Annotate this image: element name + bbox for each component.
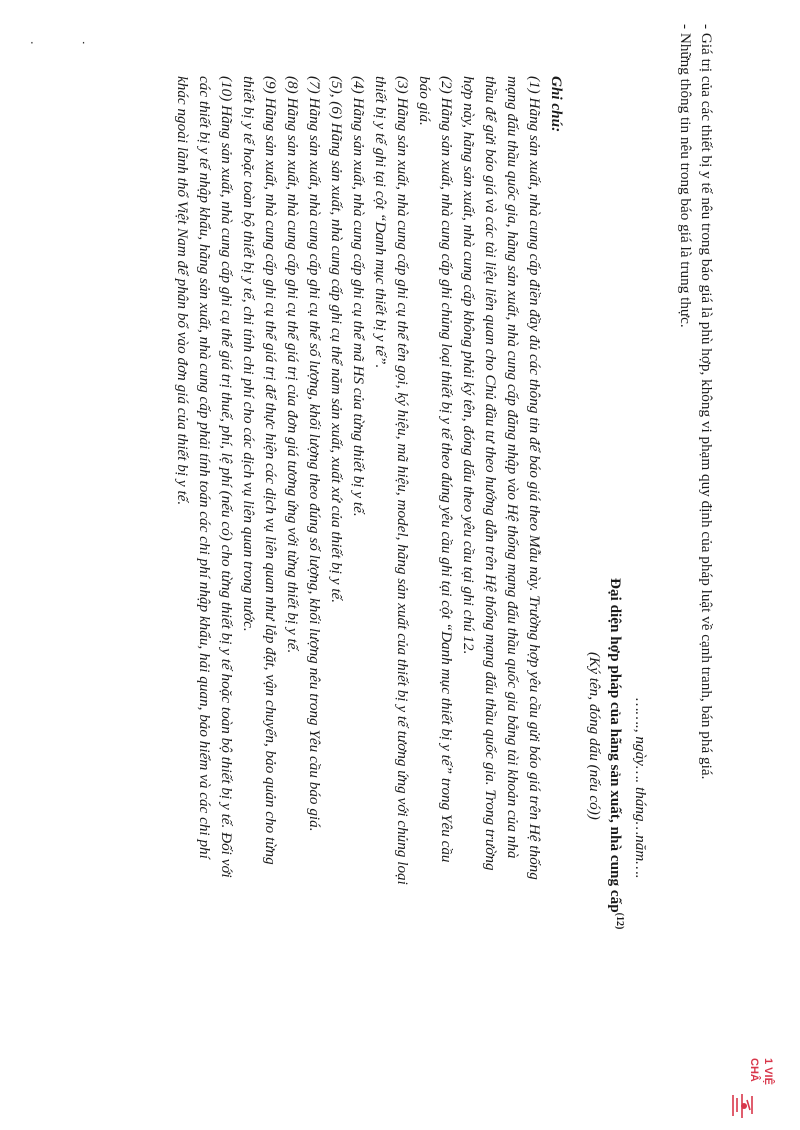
stamp-text-2: CHÂ — [748, 1058, 760, 1082]
note-line: hợp này, hãng sản xuất, nhà cung cấp không phải ký tên, đóng dấu theo yêu cầu tại ghi chú 12. — [460, 76, 477, 655]
signature-subtitle: (Ký tên, đóng dấu (nếu có)) — [586, 652, 603, 820]
note-line: (7) Hãng sản xuất, nhà cung cấp ghi cụ thể số lượng, khối lượng theo đúng số lượng, khối lượng nêu trong Yêu cầu báo giá. — [306, 76, 323, 832]
scan-dots: · · — [30, 36, 108, 50]
red-stamp-fragment — [712, 1056, 792, 1126]
note-line: thiết bị y tế ghi tại cột “Danh mục thiết bị y tế”. — [372, 76, 389, 369]
notes-heading: Ghi chú: — [548, 76, 565, 133]
stamp-emblem-icon — [730, 1092, 756, 1120]
note-line: báo giá. — [416, 76, 433, 126]
signature-title — [608, 578, 624, 929]
signature-date-line: ……., ngày…. tháng…năm…. — [632, 698, 649, 879]
note-line: (9) Hãng sản xuất, nhà cung cấp ghi cụ thể giá trị để thực hiện các dịch vụ liên quan như lắp đặt, vận chuyển, bảo quản cho từng — [262, 76, 279, 865]
note-line: thầu để gửi báo giá và các tài liệu liên quan cho Chủ đầu tư theo hướng dẫn trên Hệ thống mạng đấu thầu quốc gia. Trong trường — [482, 76, 499, 871]
note-line: khác ngoài lãnh thổ Việt Nam để phân bổ vào đơn giá của thiết bị y tế. — [174, 76, 191, 506]
note-line: (10) Hãng sản xuất, nhà cung cấp ghi cụ thể giá trị thuế, phí, lệ phí (nếu có) cho từng thiết bị y tế hoặc toàn bộ thiết bị y tế. Đối với — [218, 76, 235, 878]
note-line: (8) Hãng sản xuất, nhà cung cấp ghi cụ thể giá trị của đơn giá tương ứng với từng thiết bị y tế. — [284, 76, 301, 654]
declaration-line-1: - Giá trị của các thiết bị y tế nêu trong báo giá là phù hợp, không vi phạm quy định của pháp luật về cạnh tranh, bán phá giá. — [698, 24, 715, 780]
stamp-text-1: 1 VIỆ — [762, 1058, 774, 1085]
note-line: (3) Hãng sản xuất, nhà cung cấp ghi cụ thể tên gọi, ký hiệu, mã hiệu, model, hãng sản xuất của thiết bị y tế tương ứng với chủng loại — [394, 76, 411, 885]
declaration-line-2: - Những thông tin nêu trong báo giá là trung thực. — [677, 24, 694, 328]
note-line: mạng đấu thầu quốc gia, hãng sản xuất, nhà cung cấp đăng nhập vào Hệ thống mạng đấu thầu quốc gia bằng tài khoản của nhà — [504, 76, 521, 859]
note-line: các thiết bị y tế nhập khẩu, hãng sản xuất, nhà cung cấp phải tính toán các chi phí nhập khẩu, hải quan, bảo hiểm và các chi phí — [196, 76, 213, 859]
note-line: (5), (6) Hãng sản xuất, nhà cung cấp ghi cụ thể năm sản xuất, xuất xứ của thiết bị y tế. — [328, 76, 345, 604]
note-line: (2) Hãng sản xuất, nhà cung cấp ghi chủng loại thiết bị y tế theo đúng yêu cầu ghi tại cột “Danh mục thiết bị y tế” trong Yêu cầu — [438, 76, 455, 863]
note-line: (1) Hãng sản xuất, nhà cung cấp điền đầy đủ các thông tin để báo giá theo Mẫu này. Trường hợp yêu cầu gửi báo giá trên Hệ thống — [526, 76, 543, 880]
note-line: thiết bị y tế hoặc toàn bộ thiết bị y tế, chi tính chi phí cho các dịch vụ liên quan trong nước. — [240, 76, 257, 632]
signature-title-sup: (12) — [614, 912, 625, 930]
note-line: (4) Hãng sản xuất, nhà cung cấp ghi cụ thể mã HS của từng thiết bị y tế. — [350, 76, 367, 517]
signature-title-text: Đại diện hợp pháp của hãng sản xuất, nhà cung cấp — [607, 578, 624, 913]
